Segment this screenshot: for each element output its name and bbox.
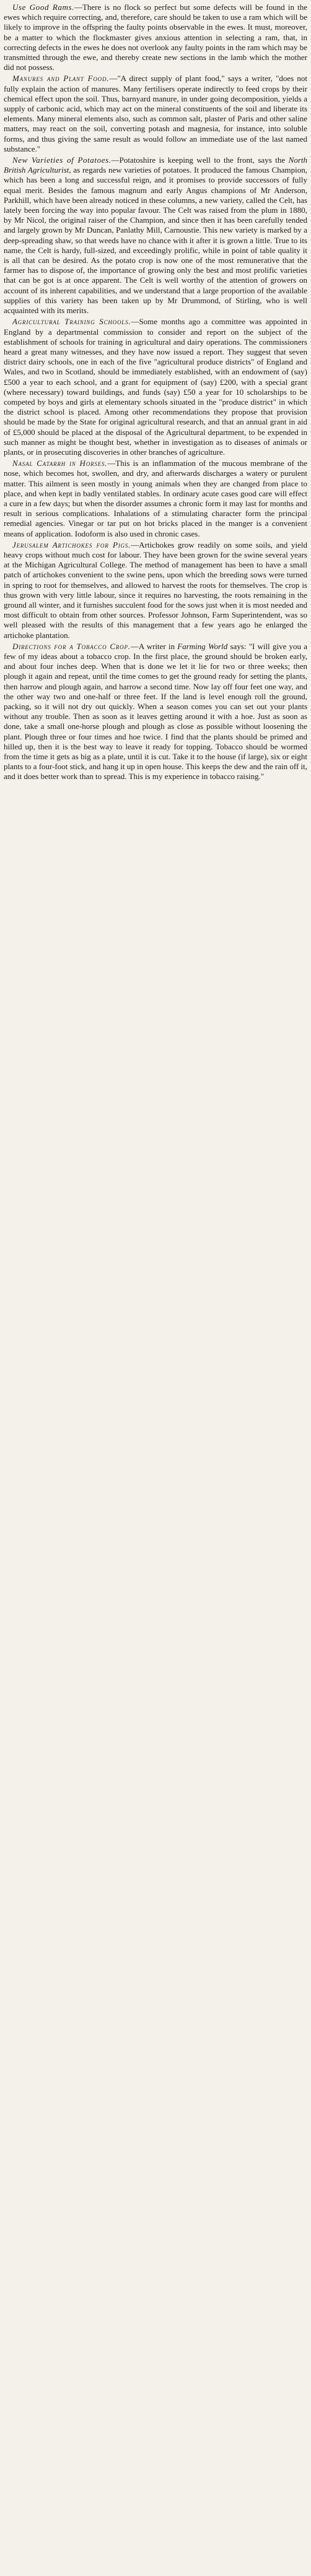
newspaper-column	[0, 0, 311, 790]
article-jerusalem-artichokes-pigs	[4, 540, 307, 640]
publication-name: Farming World	[177, 641, 228, 651]
publication-name: North British Agriculturist	[4, 155, 308, 175]
article-manures-plant-food	[4, 74, 307, 154]
article-body: says: "I will give you a few of my ideas about a tobacco crop. In the first place, the ground should be broken early, and about four inches deep. When that is done we let it lie for two or three weeks; then plough it again and repeat, until the time comes to get the ground ready for setting the plants, then harrow and plough again, and harrow a second time. Now lay off four feet one way, and the other way two and one-half or three feet. If the land is level enough roll the ground, packing, so it will not dry out quickly. When a season comes you can set out your plants without any trouble. Then as soon as it leaves getting around it with a hoe. Just as soon as done, take a small one-horse plough and plough as close as possible without loosening the plant. Plough three or four times and hoe twice. I find that the plants should be primed and hilled up, then it is the best way to leave it ready for topping. Tobacco should be wormed from the time it gets as big as a plate, until it is cut. Take it to the house (if large), six or eight plants to a four-foot stick, and hang it up in open house. This keeps the dew and the rain off it, and it does better work than to spread. This is my experience in tobacco raising."	[4, 641, 308, 782]
article-heading: Use Good Rams.	[12, 2, 74, 12]
article-new-varieties-potatoes	[4, 155, 307, 316]
article-body: —Artichokes grow readily on some soils, and yield heavy crops without much cost for labour. They have been grown for the swine several years at the Michigan Agricultural College. The method of management has been to have a small patch of artichokes convenient to the swine pens, upon which the breeding sows were turned in spring to root for themselves, and allowed to harvest the roots for themselves. The crop is thus grown with very little labour, since it requires no harvesting, the roots remaining in the ground all winter, and it furnishes succulent food for the sows just when it is most needed and most difficult to obtain from other sources. Professor Johnson, Farm Superintendent, was so well pleased with the results of this management that a few years ago he enlarged the artichoke plantation.	[4, 540, 307, 640]
article-heading: Manures and Plant Food.	[12, 74, 110, 84]
article-heading: New Varieties of Potatoes.	[12, 155, 112, 165]
article-heading: Jerusalem Artichokes for Pigs.	[12, 540, 131, 549]
article-body-intro: —Potatoshire is keeping well to the front, says the	[111, 155, 289, 165]
article-body: —"A direct supply of plant food," says a writer, "does not fully explain the action of manures. Many fertilisers operate indirectly to feed crops by their chemical effect upon the soil. Thus, barnyard manure, in under going decomposition, yields a supply of carbonic acid, which may act on the mineral constituents of the soil and liberate its elements. Many mineral elements also, such as common salt, plaster of Paris and other saline matters, may react on the soil, converting potash and magnesia, for instance, into soluble forms, and thus giving the same result as would follow an immediate use of the last named substance."	[4, 74, 307, 153]
article-body-intro: —A writer in	[130, 641, 178, 651]
article-agricultural-training-schools	[4, 317, 307, 457]
article-body: , as regards new varieties of potatoes. It produced the famous Champion, which has been a long and successful reign, and it promises to provide successors of fully equal merit. Besides the famous magnum and early Angus champions of Mr Anderson, Parkhill, which have been already noticed in these columns, a new variety, called the Celt, has lately been forcing the way into popular favour. The Celt was raised from the plum in 1880, by Mr Nicol, the original raiser of the Champion, and since then it has been carefully tended and largely grown by Mr Duncan, Panlathy Mill, Carnoustie. This new variety is marked by a deep-spreading shaw, so that weeds have no chance with it after it is grown a little. True to its name, the Celt is hardy, full-sized, and exceedingly prolific, while in point of table quality it is all that can be desired. As the potato crop is now one of the most remunerative that the farmer has to dispose of, the importance of growing only the best and most prolific varieties that can be got is at once apparent. The Celt is well worthy of the attention of growers on account of its inherent capabilities, and we understand that a large proportion of the available supplies of this variety has been taken up by Mr Drummond, of Stirling, who is well acquainted with its merits.	[4, 165, 308, 316]
article-nasal-catarrh-horses	[4, 459, 307, 539]
article-heading: Directions for a Tobacco Crop.	[12, 641, 131, 651]
article-directions-tobacco-crop	[4, 642, 307, 782]
article-use-good-rams	[4, 2, 307, 72]
article-heading: Nasal Catarrh in Horses.	[12, 459, 108, 468]
article-body: —There is no flock so perfect but some defects will be found in the ewes which require correcting, and, therefore, care should be taken to use a ram which will be likely to improve in the offspring the faulty points observable in the ewes. It must, moreover, be a matter to which the flockmaster gives anxious attention in selecting a ram, that, in correcting defects in the ewes he does not overlook any faulty points in the ram which may be transmitted through the ewe, and thereby create new sections in the lamb which the mother did not possess.	[4, 2, 307, 72]
article-heading: Agricultural Training Schools.	[12, 317, 131, 327]
article-body: —Some months ago a committee was appointed in England by a departmental commission to consider and report on the subject of the establishment of schools for training in agricultural and dairy operations. The commissioners heard a great many witnesses, and they have now issued a report. They suggest that seven district dairy schools, one in each of the five "agricultural produce districts" of England and Wales, and two in Scotland, should be immediately established, with an endowment of (say) £500 a year to each school, and a grant for equipment of (say) £200, with a special grant (where necessary) toward buildings, and funds (say) £50 a year for 10 scholarships to be competed by boys and girls at elementary schools situated in the "produce district" in which the district school is placed. Among other recommendations they propose that provision should be made by the State for original agricultural research, and that an annual grant in aid of £5,000 should be placed at the disposal of the Agricultural department, to be expended in such manner as might be thought best, whether in investigation as to diseases of animals or plants, or in prosecuting discoveries in other branches of agriculture.	[4, 317, 307, 457]
article-body: —This is an inflammation of the mucous membrane of the nose, which becomes hot, swollen, and dry, and afterwards discharges a watery or purulent matter. This ailment is seen mostly in young animals when they are changed from place to place, and when kept in badly ventilated stables. In ordinary acute cases good care will effect a cure in a few days; but when the disorder assumes a chronic form it may last for months and result in serious complications. Inhalations of a stimulating character form the principal remedial agencies. Vinegar or tar put on hot bricks placed in the manger is a convenient means of application. Iodoform is also used in chronic cases.	[4, 459, 307, 538]
